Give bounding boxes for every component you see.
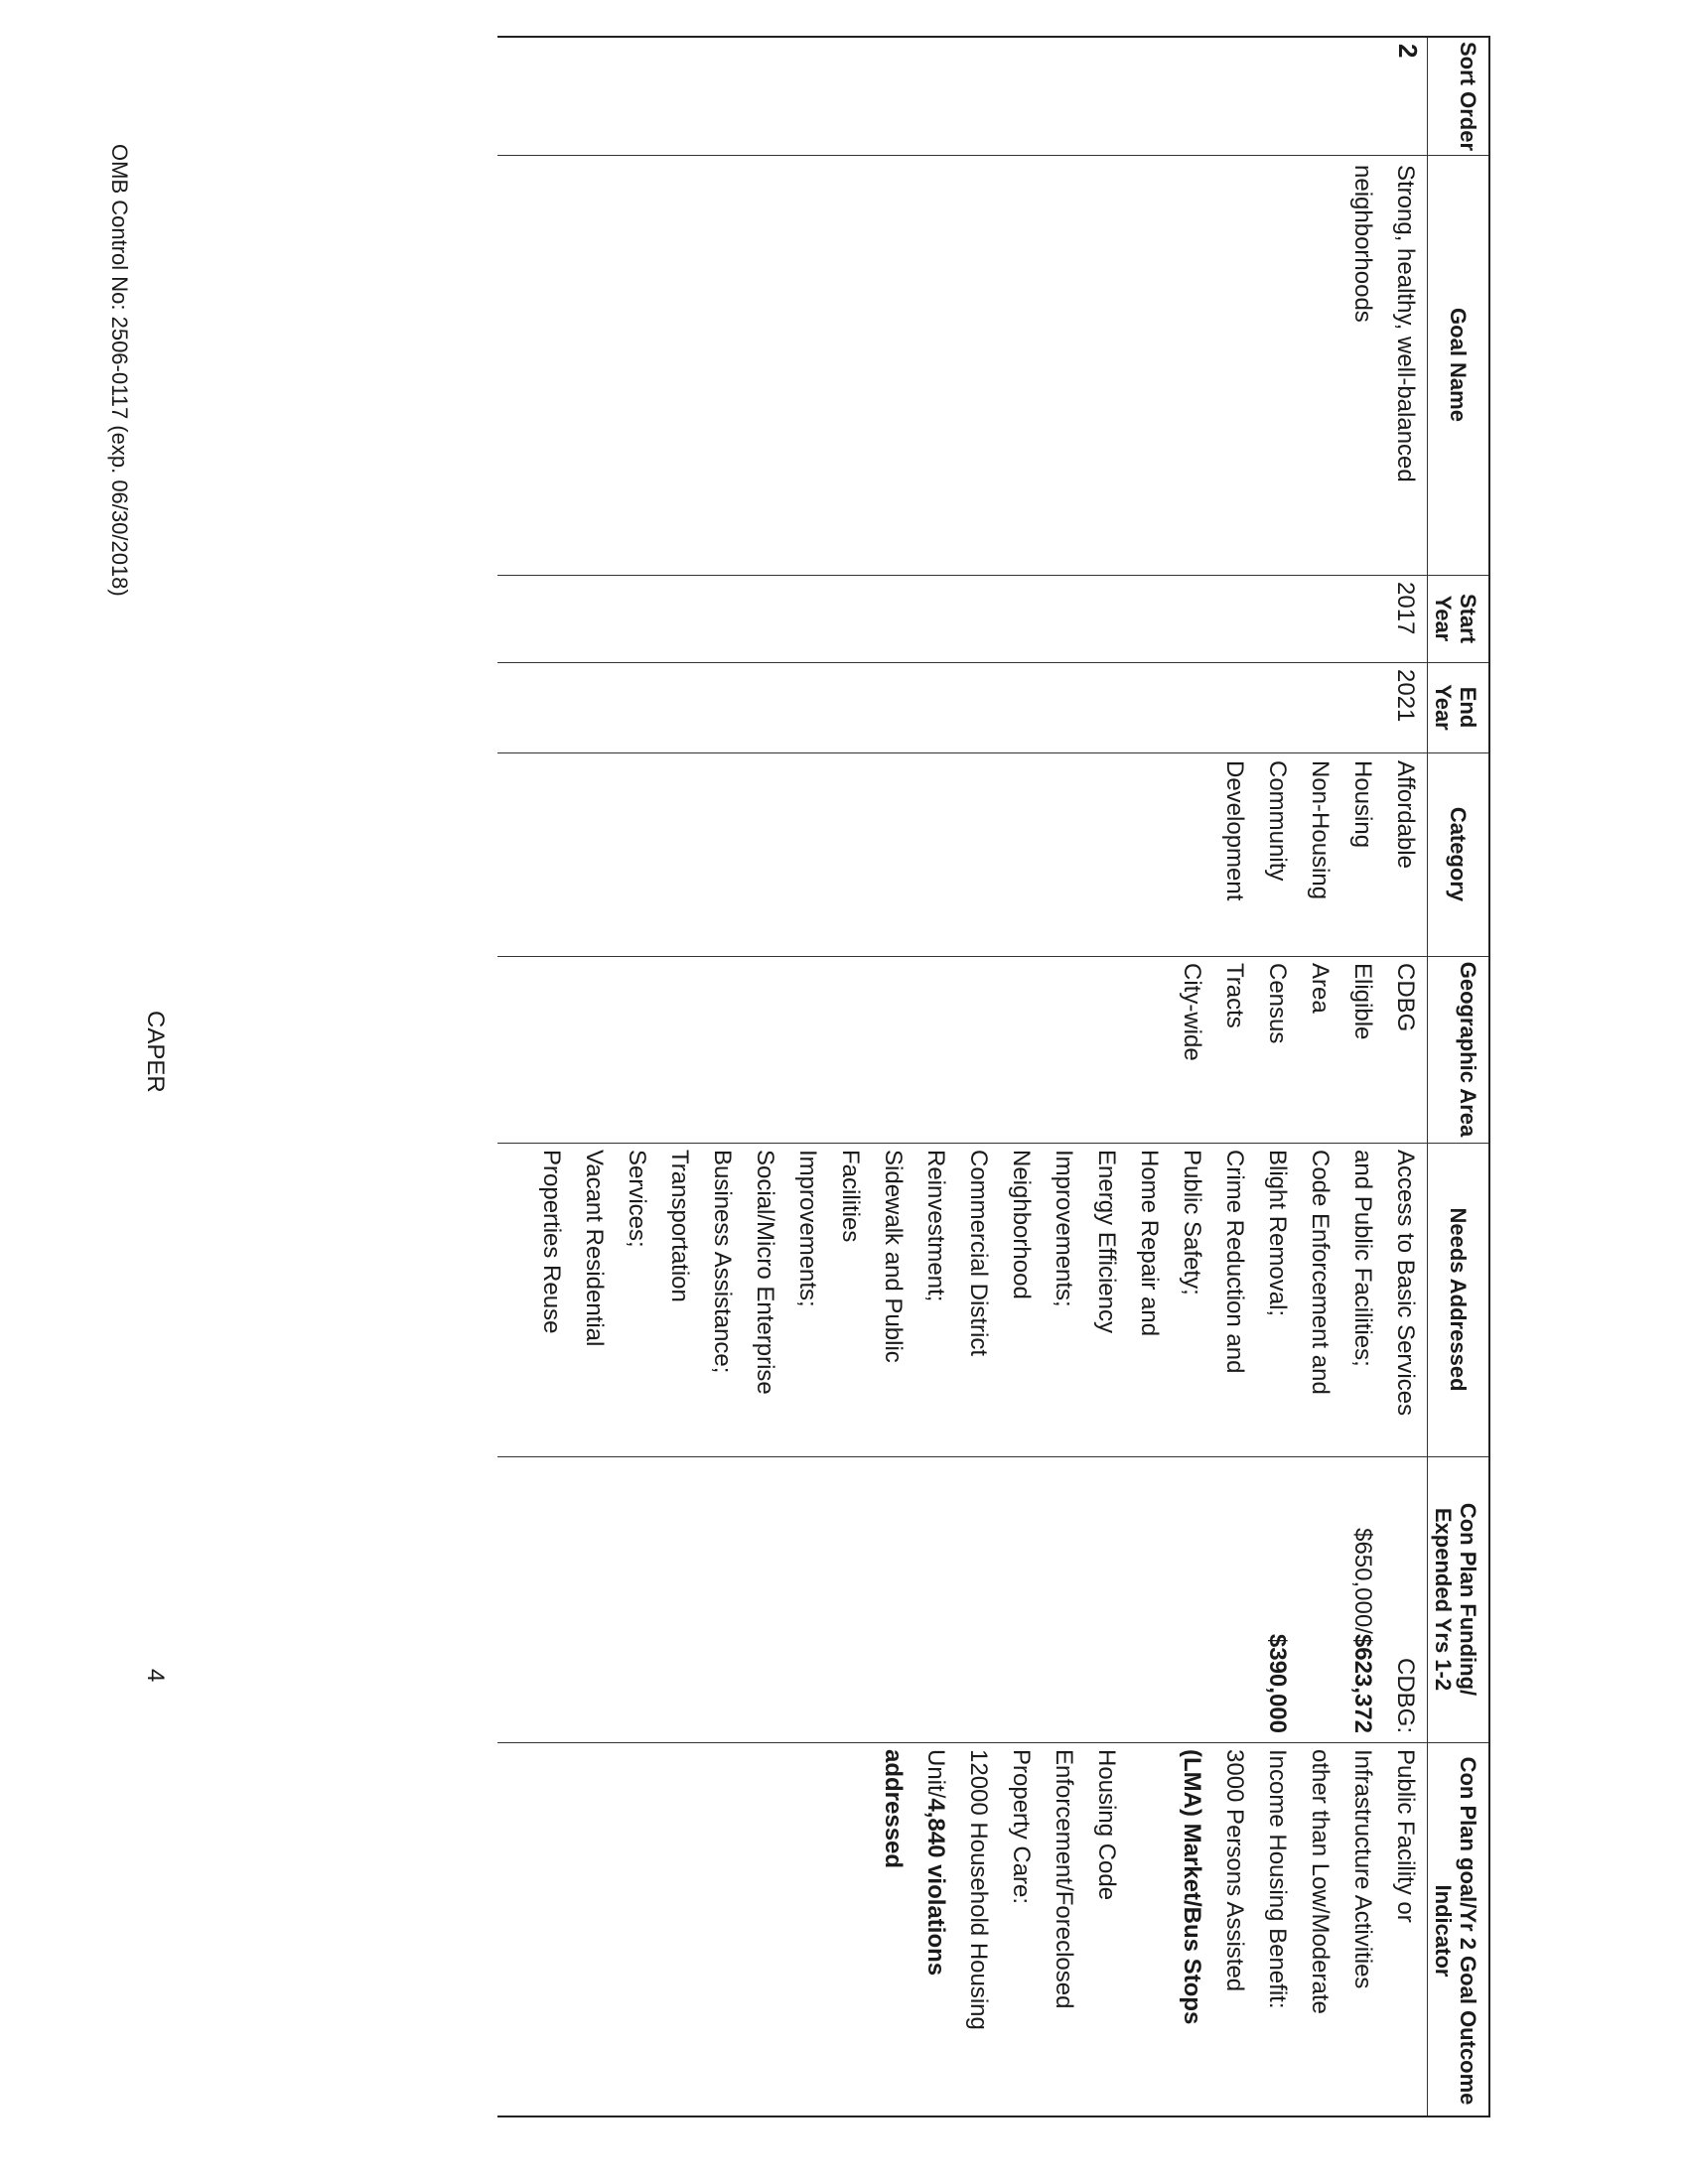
header-end-year: End Year — [1431, 684, 1480, 731]
header-goal-name: Goal Name — [1446, 308, 1471, 422]
page-number: 4 — [142, 1669, 169, 1683]
header-category: Category — [1446, 806, 1471, 902]
header-goal-indicator: Con Plan goal/Yr 2 Goal Outcome Indicator — [1431, 1756, 1480, 2106]
cell-start-year: 2017 — [1392, 582, 1419, 635]
funding-expended: $623,372 — [1349, 1633, 1376, 1733]
header-sort-order: Sort Order — [1456, 41, 1480, 152]
cell-end-year: 2021 — [1392, 669, 1419, 723]
footer-caper: CAPER — [142, 1011, 169, 1093]
header-funding: Con Plan Funding/ Expended Yrs 1-2 — [1431, 1502, 1480, 1697]
indicator-1: Public Facility or Infrastructure Activities other than Low/Moderate Income Housing Benefit: 3000 Persons Assisted — [1221, 1749, 1419, 2014]
indicator-2-bold: 4,840 violations addressed — [880, 1749, 949, 1977]
header-start-year: Start Year — [1431, 593, 1480, 644]
cell-sort-order: 2 — [1393, 44, 1423, 59]
cell-geographic-area: CDBG Eligible Area Census Tracts City-wide — [1179, 963, 1419, 1061]
funding-label: CDBG: — [1392, 1657, 1419, 1733]
cell-needs-addressed: Access to Basic Services and Public Facilities; Code Enforcement and Blight Removal; Crime Reduction and Public Safety; Home Repair and Energy Efficiency Improvements; Neighborhood Commercial District Reinvestment; Sidewalk and Public Facilities Improvements; Social/Micro Enterprise Business Assistance; Transportation Services; Vacant Residential Properties Reuse — [538, 1150, 1419, 1417]
cell-goal-indicator — [872, 1749, 1427, 2030]
omb-control-number: OMB Control No: 2506-0117 (exp. 06/30/2018) — [107, 144, 132, 597]
cell-category: Affordable Housing Non-Housing Community Development — [1221, 760, 1419, 901]
header-geographic-area: Geographic Area — [1456, 961, 1480, 1138]
funding-extra: $390,000 — [1264, 1633, 1291, 1733]
cell-funding — [1256, 1463, 1427, 1733]
header-needs-addressed: Needs Addressed — [1446, 1207, 1471, 1392]
funding-plan: $650,000/ — [1349, 1528, 1376, 1634]
indicator-2: Housing Code Enforcement/Foreclosed Property Care: 12000 Household Housing Unit/ — [922, 1749, 1120, 2030]
indicator-1-bold: (LMA) Market/Bus Stops — [1179, 1749, 1205, 2025]
goals-table — [497, 36, 1490, 2117]
cell-goal-name: Strong, healthy, well-balanced neighborhoods — [1349, 165, 1419, 482]
